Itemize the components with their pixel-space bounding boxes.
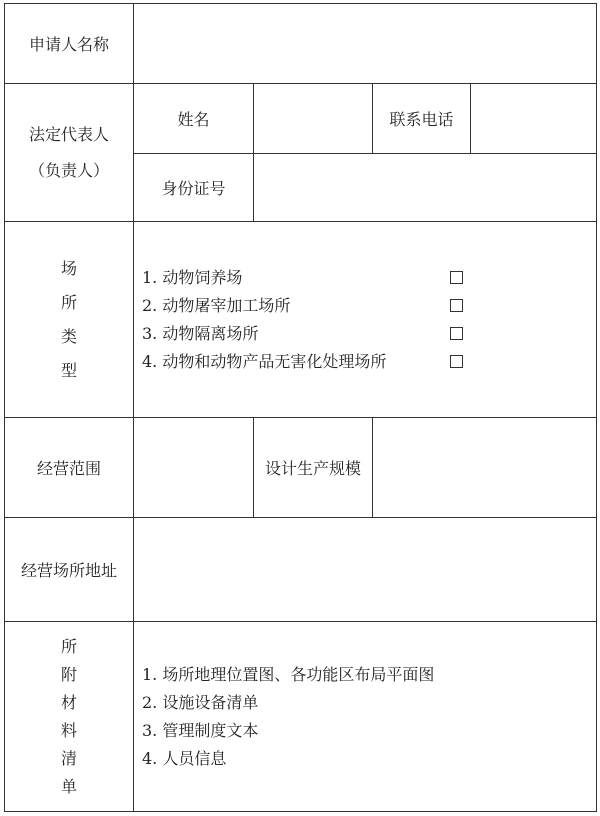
- phone-label: 联系电话: [373, 84, 471, 154]
- site-type-option: [142, 320, 596, 348]
- application-form-table: [4, 3, 597, 812]
- applicant-name-field[interactable]: [134, 4, 597, 84]
- site-type-label-char: 型: [60, 360, 77, 380]
- site-type-label-char: 所: [60, 292, 77, 312]
- attachments-label-char: 单: [60, 776, 77, 796]
- attachments-label: [5, 622, 134, 812]
- attachments-list: [134, 622, 597, 812]
- attachment-item: 2. 设施设备清单: [142, 692, 259, 712]
- site-type-option-label: 2. 动物屠宰加工场所: [142, 295, 291, 315]
- design-capacity-field[interactable]: [373, 418, 597, 518]
- row-business-address: [5, 518, 597, 622]
- legal-rep-label: [5, 84, 134, 222]
- row-legal-rep: [5, 84, 597, 154]
- attachment-item: 3. 管理制度文本: [142, 720, 259, 740]
- row-site-type: [5, 222, 597, 418]
- business-address-label: 经营场所地址: [5, 518, 134, 622]
- attachments-label-char: 附: [60, 664, 77, 684]
- design-capacity-label: 设计生产规模: [254, 418, 373, 518]
- applicant-name-label: 申请人名称: [5, 4, 134, 84]
- attachments-label-char: 料: [60, 720, 77, 740]
- site-type-label: [5, 222, 134, 418]
- business-scope-field[interactable]: [134, 418, 254, 518]
- attachments-label-char: 材: [60, 692, 77, 712]
- row-applicant: [5, 4, 597, 84]
- id-label: 身份证号: [134, 154, 254, 222]
- site-type-checkbox[interactable]: [450, 327, 463, 340]
- site-type-option: [142, 292, 596, 320]
- legal-rep-label-line2: （负责人）: [28, 160, 109, 180]
- attachment-item: 4. 人员信息: [142, 748, 227, 768]
- site-type-checkbox[interactable]: [450, 299, 463, 312]
- row-business-scope: [5, 418, 597, 518]
- site-type-option-label: 4. 动物和动物产品无害化处理场所: [142, 351, 387, 371]
- site-type-label-char: 场: [60, 258, 77, 278]
- attachments-label-char: 所: [60, 636, 77, 656]
- site-type-options: [134, 222, 597, 418]
- name-field[interactable]: [254, 84, 373, 154]
- phone-field[interactable]: [471, 84, 597, 154]
- site-type-option-label: 1. 动物饲养场: [142, 267, 243, 287]
- site-type-option: [142, 264, 596, 292]
- name-label: 姓名: [134, 84, 254, 154]
- attachments-label-char: 清: [60, 748, 77, 768]
- site-type-checkbox[interactable]: [450, 355, 463, 368]
- id-field[interactable]: [254, 154, 597, 222]
- site-type-label-char: 类: [60, 326, 77, 346]
- business-scope-label: 经营范围: [5, 418, 134, 518]
- business-address-field[interactable]: [134, 518, 597, 622]
- site-type-option-label: 3. 动物隔离场所: [142, 323, 259, 343]
- site-type-checkbox[interactable]: [450, 271, 463, 284]
- attachment-item: 1. 场所地理位置图、各功能区布局平面图: [142, 664, 435, 684]
- row-attachments: [5, 622, 597, 812]
- site-type-option: [142, 348, 596, 376]
- legal-rep-label-line1: 法定代表人: [28, 124, 109, 144]
